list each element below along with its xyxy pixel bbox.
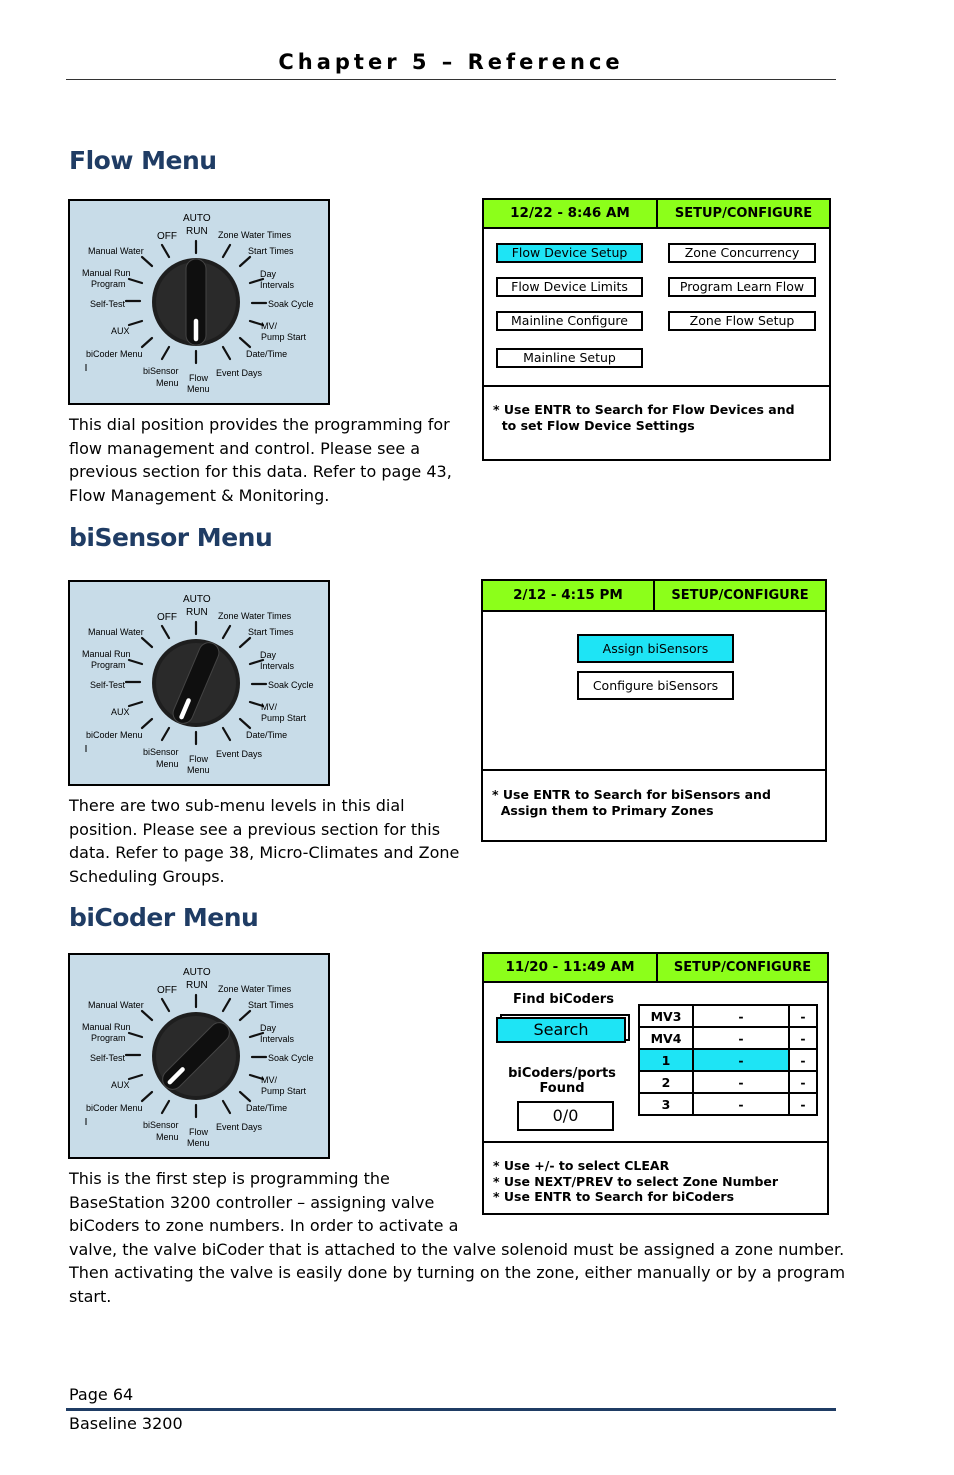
lcd-note-divider — [483, 769, 825, 771]
dial-label: Manual Run — [82, 1022, 131, 1032]
bicoders-found-value: 0/0 — [517, 1101, 614, 1131]
dial-label: biCoder Menu — [86, 1103, 143, 1113]
bisensor-para-line-4: Scheduling Groups. — [69, 866, 225, 886]
chapter-header: Chapter 5 – Reference — [278, 50, 624, 74]
dial-label: Intervals — [260, 1034, 295, 1044]
product-name: Baseline 3200 — [69, 1414, 183, 1433]
found-label-line: Found — [539, 1081, 585, 1096]
table-cell: - — [693, 1005, 789, 1027]
dial-label: Program — [91, 1033, 126, 1043]
lcd-header-bar — [484, 954, 827, 983]
bisensor-paragraph — [69, 794, 459, 888]
dial-label: Event Days — [216, 1122, 263, 1132]
dial-label: RUN — [186, 980, 208, 991]
lcd-mode: SETUP/CONFIGURE — [674, 206, 813, 221]
note-line: to set Flow Device Settings — [493, 417, 695, 433]
bicoder-para-line-1: This is the first step is programming the — [69, 1169, 390, 1188]
bisensor-para-line-1: There are two sub-menu levels in this dial — [69, 796, 405, 815]
flow-device-limits-button[interactable]: Flow Device Limits — [496, 277, 643, 297]
table-cell: 2 — [639, 1071, 693, 1093]
dial-label: Soak Cycle — [268, 680, 314, 690]
zone-flow-setup-button[interactable]: Zone Flow Setup — [668, 311, 816, 331]
configure-bisensors-button[interactable]: Configure biSensors — [577, 671, 734, 700]
flow-para-line-4: Flow Management & Monitoring. — [69, 485, 330, 505]
bicoder-para-line-3: biCoders to zone numbers. In order to activate a — [69, 1216, 459, 1235]
dial-label: Program — [91, 660, 126, 670]
flow-para-line-3: previous section for this data. Refer to page 43, — [69, 462, 452, 481]
dial-label: RUN — [186, 226, 208, 237]
dial-label: Self-Test — [90, 1053, 126, 1063]
bisensor-dial-image — [68, 580, 330, 786]
footer-divider — [66, 1408, 836, 1411]
dial-label: Self-Test — [90, 299, 126, 309]
dial-label: OFF — [157, 612, 177, 623]
dial-label: Manual Water — [88, 627, 144, 637]
dial-label: Menu — [187, 1138, 210, 1148]
table-cell: 3 — [639, 1093, 693, 1115]
bisensor-lcd-note — [492, 787, 771, 818]
bicoder-lcd-screen — [482, 952, 829, 1215]
dial-label: Intervals — [260, 661, 295, 671]
dial-label: Menu — [187, 384, 210, 394]
dial-label: Menu — [156, 378, 179, 388]
dial-label: Manual Water — [88, 1000, 144, 1010]
bicoder-para-line-4: valve, the valve biCoder that is attached to the valve solenoid must be assigned a zone number. — [69, 1239, 845, 1259]
table-cell: MV3 — [639, 1005, 693, 1027]
dial-label: Flow — [189, 1127, 209, 1137]
dial-label: Event Days — [216, 749, 263, 759]
dial-label: AUTO — [183, 213, 211, 224]
lcd-date: 12/22 - 8:46 AM — [510, 205, 630, 221]
dial-label: Flow — [189, 373, 209, 383]
dial-label: Event Days — [216, 368, 263, 378]
dial-label: AUX — [111, 707, 130, 717]
bicoder-lcd-note — [493, 1158, 778, 1205]
dial-label: MV/ — [261, 1075, 278, 1085]
dial-label: Intervals — [260, 280, 295, 290]
search-button[interactable]: Search — [496, 1017, 626, 1043]
table-cell: - — [789, 1005, 817, 1027]
table-cell: - — [693, 1071, 789, 1093]
dial-label: Date/Time — [246, 1103, 288, 1113]
mainline-configure-button[interactable]: Mainline Configure — [496, 311, 643, 331]
bicoder-menu-heading: biCoder Menu — [69, 903, 259, 932]
table-cell: MV4 — [639, 1027, 693, 1049]
flow-menu-heading: Flow Menu — [69, 146, 217, 175]
table-row[interactable] — [639, 1071, 817, 1093]
dial-label: MV/ — [261, 321, 278, 331]
page-number: Page 64 — [69, 1385, 134, 1404]
dial-label: Date/Time — [246, 349, 288, 359]
lcd-header-bar — [484, 200, 829, 229]
dial-label: Flow — [189, 754, 209, 764]
table-cell: - — [789, 1071, 817, 1093]
note-line: Assign them to Primary Zones — [492, 802, 714, 818]
bicoder-para-line-5: Then activating the valve is easily done by turning on the zone, either manually or by a program — [69, 1263, 846, 1282]
dial-pointer — [186, 259, 206, 345]
dial-label: Start Times — [248, 246, 294, 256]
bicoders-found-label — [492, 1066, 632, 1096]
lcd-note-divider — [484, 1141, 827, 1143]
dial-label: Start Times — [248, 1000, 294, 1010]
table-cell: - — [789, 1027, 817, 1049]
note-line: * Use ENTR to Search for Flow Devices and — [493, 402, 795, 417]
dial-label: Start Times — [248, 627, 294, 637]
dial-label: AUTO — [183, 594, 211, 605]
bisensor-para-line-3: data. Refer to page 38, Micro-Climates and Zone — [69, 843, 460, 862]
dial-label: Soak Cycle — [268, 1053, 314, 1063]
table-cell: - — [789, 1093, 817, 1115]
dial-label: Day — [260, 1023, 277, 1033]
dial-label: Day — [260, 650, 277, 660]
dial-label: Self-Test — [90, 680, 126, 690]
table-row[interactable] — [639, 1049, 817, 1071]
dial-label: RUN — [186, 607, 208, 618]
bicoder-para-line-6: start. — [69, 1286, 112, 1306]
table-cell: - — [693, 1049, 789, 1071]
lcd-date: 11/20 - 11:49 AM — [505, 959, 635, 975]
lcd-header-bar — [483, 581, 825, 612]
dial-label: biSensor — [143, 1120, 179, 1130]
dial-label: biSensor — [143, 366, 179, 376]
dial-label: Date/Time — [246, 730, 288, 740]
table-row[interactable] — [639, 1005, 817, 1027]
program-learn-flow-button[interactable]: Program Learn Flow — [668, 277, 816, 297]
found-label-line: biCoders/ports — [508, 1066, 616, 1081]
dial-label: Soak Cycle — [268, 299, 314, 309]
lcd-date: 2/12 - 4:15 PM — [513, 587, 623, 603]
dial-label: Day — [260, 269, 277, 279]
zone-concurrency-button[interactable]: Zone Concurrency — [668, 243, 816, 263]
table-cell: 1 — [639, 1049, 693, 1071]
dial-label: Pump Start — [261, 1086, 307, 1096]
dial-label: Manual Run — [82, 649, 131, 659]
lcd-note-divider — [484, 385, 829, 387]
note-line: * Use ENTR to Search for biCoders — [493, 1189, 735, 1204]
dial-label: Manual Run — [82, 268, 131, 278]
flow-para-line-1: This dial position provides the programming for — [69, 415, 450, 434]
dial-label: Pump Start — [261, 713, 307, 723]
dial-label: Zone Water Times — [218, 230, 292, 240]
table-cell: - — [789, 1049, 817, 1071]
flow-lcd-note — [493, 402, 795, 433]
dial-label: Pump Start — [261, 332, 307, 342]
mainline-setup-button[interactable]: Mainline Setup — [496, 348, 643, 368]
dial-label: AUTO — [183, 967, 211, 978]
table-row[interactable] — [639, 1093, 817, 1115]
flow-device-setup-button[interactable]: Flow Device Setup — [496, 243, 643, 263]
dial-label: biCoder Menu — [86, 730, 143, 740]
bicoder-table — [638, 1004, 818, 1116]
dial-label: OFF — [157, 231, 177, 242]
dial-label: Menu — [156, 1132, 179, 1142]
flow-dial-image — [68, 199, 330, 405]
header-divider — [66, 79, 836, 80]
dial-label: biCoder Menu — [86, 349, 143, 359]
lcd-mode: SETUP/CONFIGURE — [671, 588, 809, 603]
note-line: * Use ENTR to Search for biSensors and — [492, 787, 771, 802]
bisensor-para-line-2: position. Please see a previous section for this — [69, 819, 441, 839]
bicoder-para-line-2: BaseStation 3200 controller – assigning valve — [69, 1192, 435, 1212]
dial-label: Program — [91, 279, 126, 289]
dial-label: AUX — [111, 326, 130, 336]
dial-label: biSensor — [143, 747, 179, 757]
table-row[interactable] — [639, 1027, 817, 1049]
lcd-mode: SETUP/CONFIGURE — [673, 960, 812, 975]
dial-label: OFF — [157, 985, 177, 996]
dial-label: AUX — [111, 1080, 130, 1090]
dial-label: Manual Water — [88, 246, 144, 256]
dial-label: Zone Water Times — [218, 611, 292, 621]
table-cell: - — [693, 1027, 789, 1049]
dial-label: Zone Water Times — [218, 984, 292, 994]
table-cell: - — [693, 1093, 789, 1115]
flow-lcd-screen — [482, 198, 831, 461]
assign-bisensors-button[interactable]: Assign biSensors — [577, 634, 734, 663]
bisensor-lcd-screen — [481, 579, 827, 842]
find-bicoders-label: Find biCoders — [513, 992, 614, 1007]
bisensor-menu-heading: biSensor Menu — [69, 523, 273, 552]
dial-label: Menu — [187, 765, 210, 775]
note-line: * Use NEXT/PREV to select Zone Number — [493, 1173, 779, 1189]
bicoder-dial-image — [68, 953, 330, 1159]
dial-label: Menu — [156, 759, 179, 769]
flow-para-line-2: flow management and control. Please see a — [69, 438, 421, 458]
flow-paragraph — [69, 413, 452, 507]
dial-label: MV/ — [261, 702, 278, 712]
note-line: * Use +/- to select CLEAR — [493, 1158, 670, 1173]
